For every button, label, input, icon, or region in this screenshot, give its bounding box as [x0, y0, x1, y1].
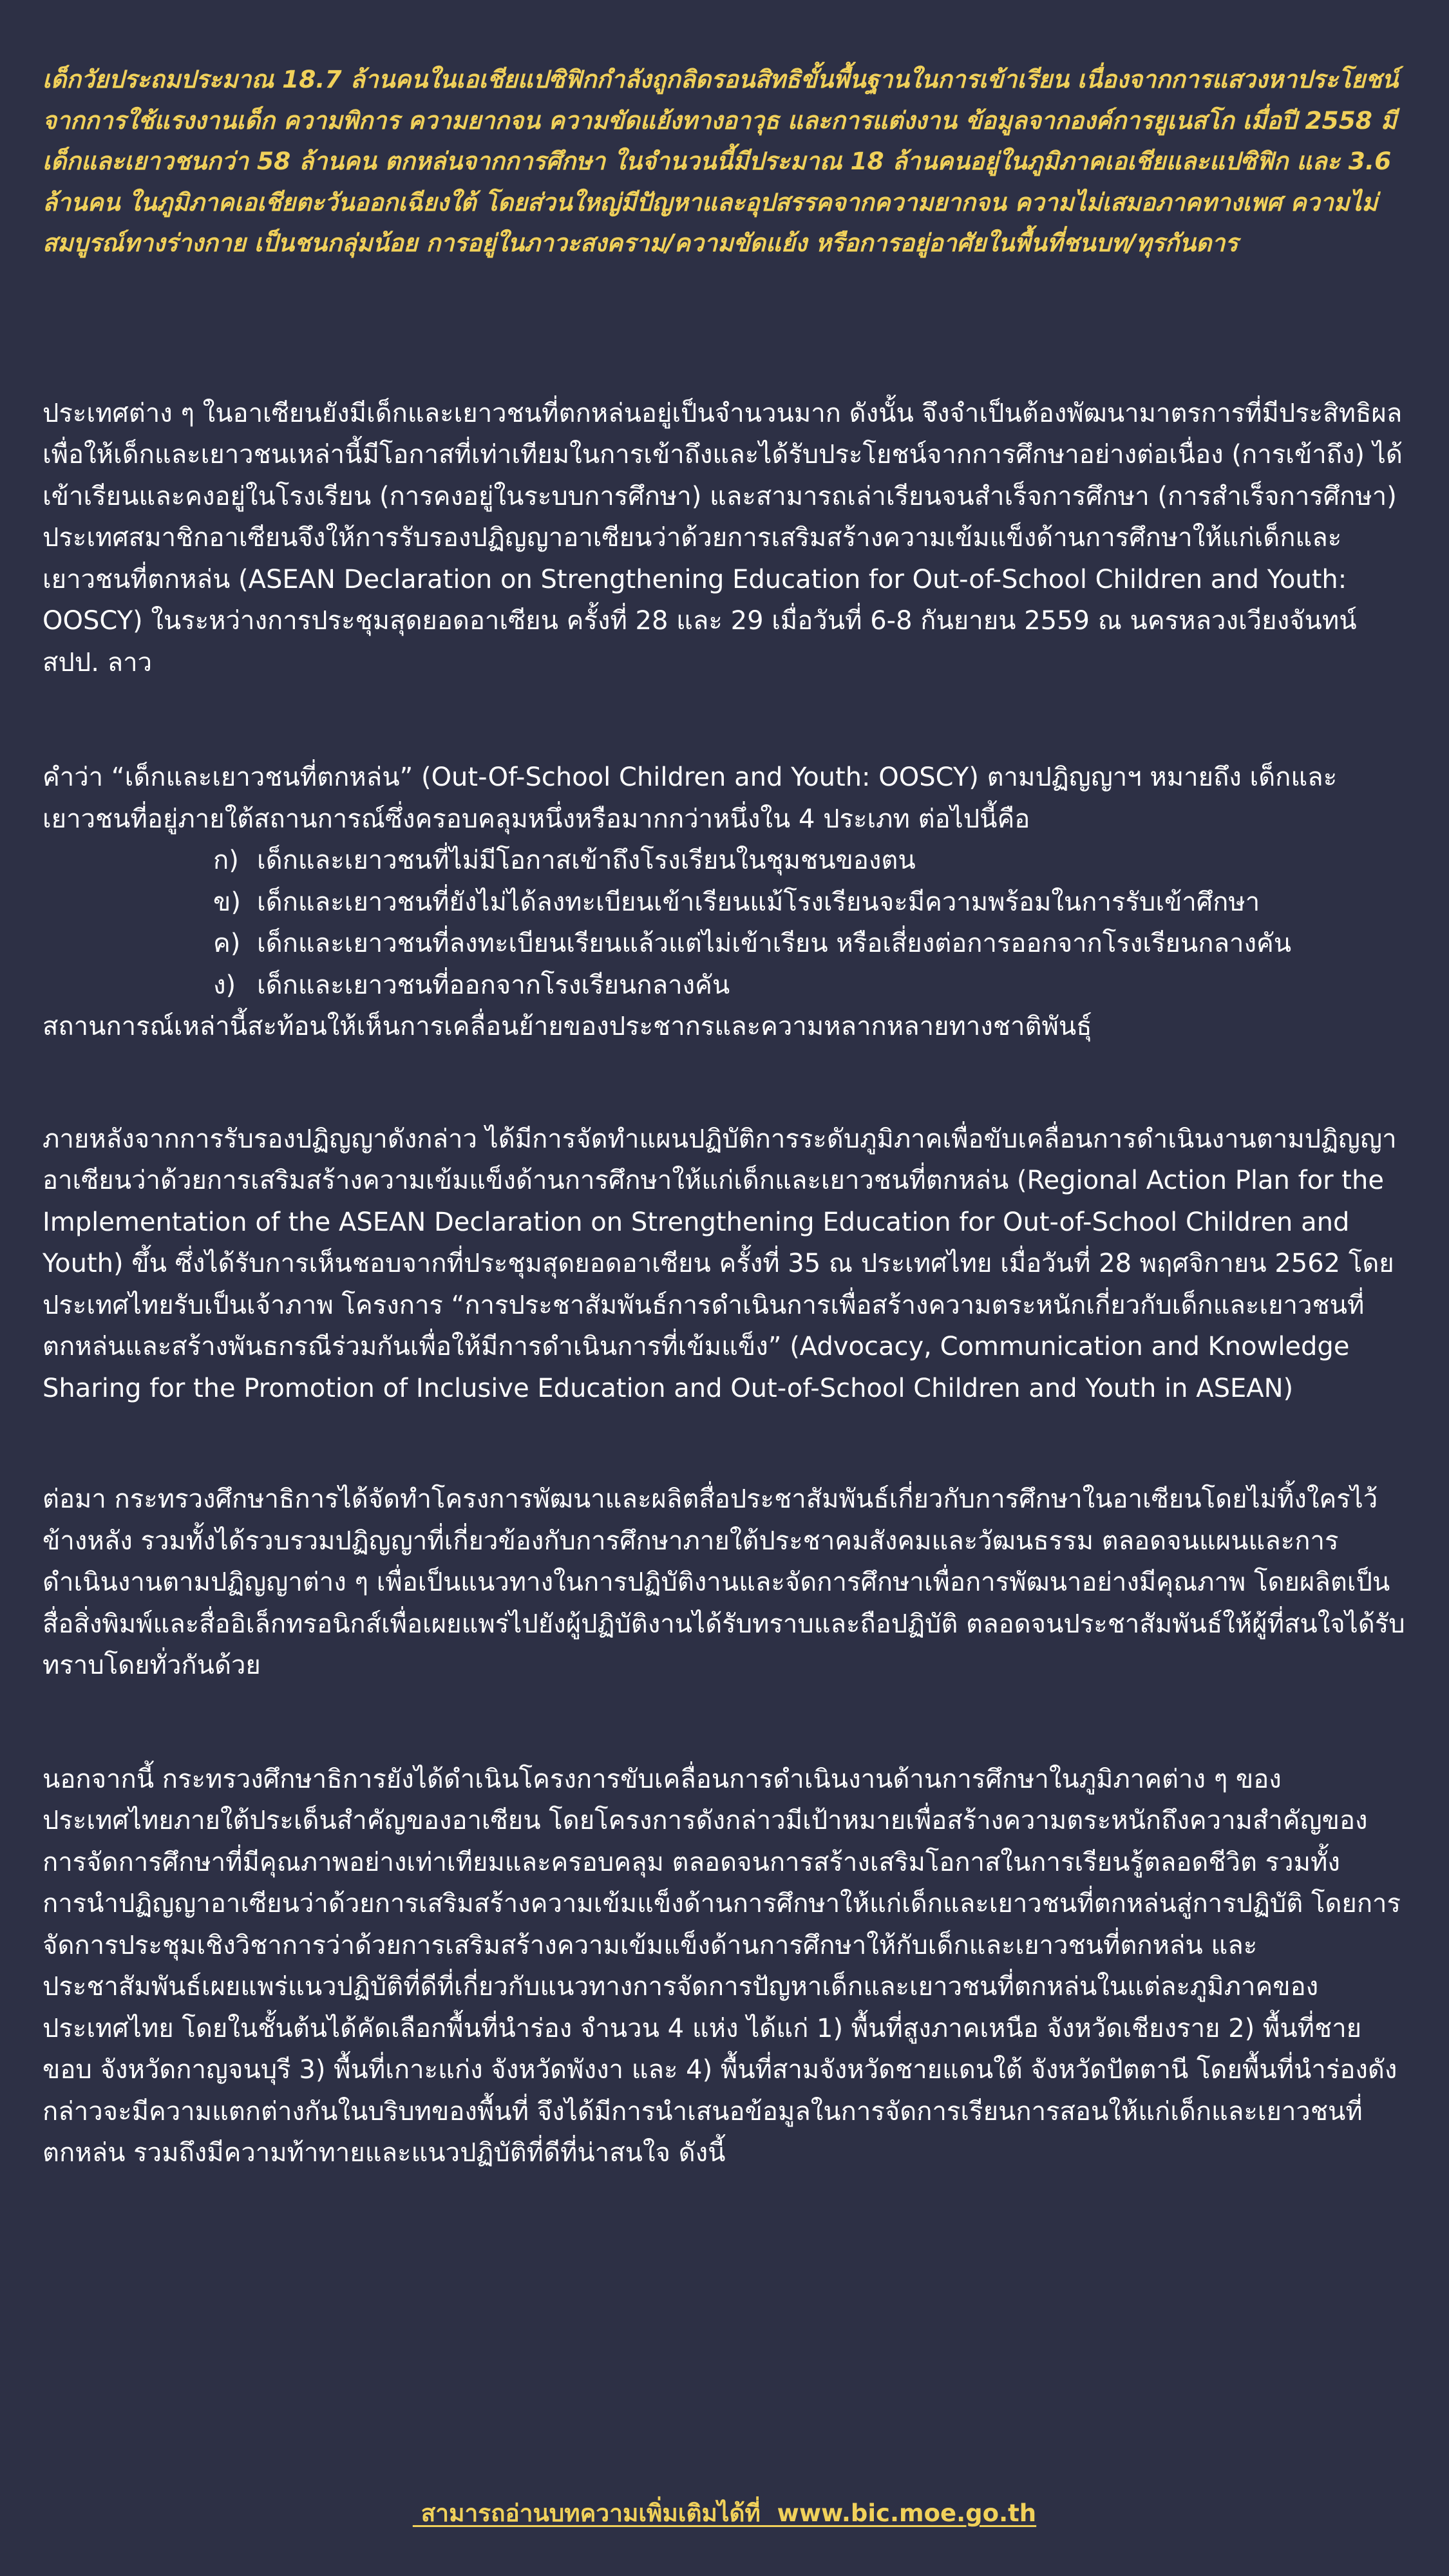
list-item-marker: ข): [213, 887, 241, 917]
list-item-text: เด็กและเยาวชนที่ออกจากโรงเรียนกลางคัน: [257, 970, 730, 1000]
paragraph-media-project: ต่อมา กระทรวงศึกษาธิการได้จัดทำโครงการพัฒนาและผลิตสื่อประชาสัมพันธ์เกี่ยวกับการศึกษาในอาเซียนโดยไม่ทิ้งใครไว้ข้างหลัง รวมทั้งได้รวบรวมปฏิญญาที่เกี่ยวข้องกับการศึกษาภายใต้ประชาคมสังคมและวัฒนธรรม ตลอดจนแผนและการดำเนินงานตามปฏิญญาต่าง ๆ เพื่อเป็นแนวทางในการปฏิบัติงานและจัดการศึกษาเพื่อการพัฒนาอย่างมีคุณภาพ โดยผลิตเป็นสื่อสิ่งพิมพ์และสื่ออิเล็กทรอนิกส์เพื่อเผยแพร่ไปยังผู้ปฏิบัติงานได้รับทราบและถือปฏิบัติ ตลอดจนประชาสัมพันธ์ให้ผู้ที่สนใจได้รับทราบโดยทั่วกันด้วย: [43, 1484, 1405, 1680]
list-item: [213, 840, 1409, 882]
list-item: [213, 965, 1409, 1007]
list-item-marker: ก): [213, 846, 239, 875]
list-item-marker: ค): [213, 929, 241, 958]
intro-highlight-text: เด็กวัยประถมประมาณ 18.7 ล้านคนในเอเชียแปซิฟิกกำลังถูกลิดรอนสิทธิขั้นพื้นฐานในการเข้าเรียน เนื่องจากการแสวงหาประโยชน์จากการใช้แรงงานเด็ก ความพิการ ความยากจน ความขัดแย้งทางอาวุธ และการแต่งงาน ข้อมูลจากองค์การยูเนสโก เมื่อปี 2558 มีเด็กและเยาวชนกว่า 58 ล้านคน ตกหล่นจากการศึกษา ในจำนวนนี้มีประมาณ 18 ล้านคนอยู่ในภูมิภาคเอเชียและแปซิฟิก และ 3.6 ล้านคน ในภูมิภาคเอเชียตะวันออกเฉียงใต้ โดยส่วนใหญ่มีปัญหาและอุปสรรคจากความยากจน ความไม่เสมอภาคทางเพศ ความไม่สมบูรณ์ทางร่างกาย เป็นชนกลุ่มน้อย การอยู่ในภาวะสงคราม/ความขัดแย้ง หรือการอยู่อาศัยในพื้นที่ชนบท/ทุรกันดาร: [43, 65, 1399, 257]
paragraph-asean-declaration: ประเทศต่าง ๆ ในอาเซียนยังมีเด็กและเยาวชนที่ตกหล่นอยู่เป็นจำนวนมาก ดังนั้น จึงจำเป็นต้องพัฒนามาตรการที่มีประสิทธิผลเพื่อให้เด็กและเยาวชนเหล่านี้มีโอกาสที่เท่าเทียมในการเข้าถึงและได้รับประโยชน์จากการศึกษาอย่างต่อเนื่อง (การเข้าถึง) ได้เข้าเรียนและคงอยู่ในโรงเรียน (การคงอยู่ในระบบการศึกษา) และสามารถเล่าเรียนจนสำเร็จการศึกษา (การสำเร็จการศึกษา) ประเทศสมาชิกอาเซียนจึงให้การรับรองปฏิญญาอาเซียนว่าด้วยการเสริมสร้างความเข้มแข็งด้านการศึกษาให้แก่เด็กและเยาวชนที่ตกหล่น (ASEAN Declaration on Strengthening Education for Out-of-School Children and Youth: OOSCY) ในระหว่างการประชุมสุดยอดอาเซียน ครั้งที่ 28 และ 29 เมื่อวันที่ 6-8 กันยายน 2559 ณ นครหลวงเวียงจันทน์ สปป. ลาว: [43, 398, 1403, 677]
paragraph-pilot-areas: นอกจากนี้ กระทรวงศึกษาธิการยังได้ดำเนินโครงการขับเคลื่อนการดำเนินงานด้านการศึกษาในภูมิภาคต่าง ๆ ของประเทศไทยภายใต้ประเด็นสำคัญของอาเซียน โดยโครงการดังกล่าวมีเป้าหมายเพื่อสร้างความตระหนักถึงความสำคัญของการจัดการศึกษาที่มีคุณภาพอย่างเท่าเทียมและครอบคลุม ตลอดจนการสร้างเสริมโอกาสในการเรียนรู้ตลอดชีวิต รวมทั้งการนำปฏิญญาอาเซียนว่าด้วยการเสริมสร้างความเข้มแข็งด้านการศึกษาให้แก่เด็กและเยาวชนที่ตกหล่นสู่การปฏิบัติ โดยการจัดการประชุมเชิงวิชาการว่าด้วยการเสริมสร้างความเข้มแข็งด้านการศึกษาให้กับเด็กและเยาวชนที่ตกหล่น และประชาสัมพันธ์เผยแพร่แนวปฏิบัติที่ดีที่เกี่ยวกับแนวทางการจัดการปัญหาเด็กและเยาวชนที่ตกหล่นในแต่ละภูมิภาคของประเทศไทย โดยในชั้นต้นได้คัดเลือกพื้นที่นำร่อง จำนวน 4 แห่ง ได้แก่ 1) พื้นที่สูงภาคเหนือ จังหวัดเชียงราย 2) พื้นที่ชายขอบ จังหวัดกาญจนบุรี 3) พื้นที่เกาะแก่ง จังหวัดพังงา และ 4) พื้นที่สามจังหวัดชายแดนใต้ จังหวัดปัตตานี โดยพื้นที่นำร่องดังกล่าวจะมีความแตกต่างกันในบริบทของพื้นที่ จึงได้มีการนำเสนอข้อมูลในการจัดการเรียนการสอนให้แก่เด็กและเยาวชนที่ตกหล่น รวมถึงมีความท้าทายและแนวปฏิบัติที่ดีที่น่าสนใจ ดังนี้: [43, 1764, 1401, 2168]
ooscy-definition-intro: คำว่า “เด็กและเยาวชนที่ตกหล่น” (Out-Of-School Children and Youth: OOSCY) ตามปฏิญญาฯ หมายถึง เด็กและเยาวชนที่อยู่ภายใต้สถานการณ์ซึ่งครอบคลุมหนึ่งหรือมากกว่าหนึ่งใน 4 ประเภท ต่อไปนี้คือ: [43, 762, 1338, 834]
list-item-marker: ง): [213, 970, 236, 1000]
ooscy-definition-closing: สถานการณ์เหล่านี้สะท้อนให้เห็นการเคลื่อนย้ายของประชากรและความหลากหลายทางชาติพันธุ์: [43, 1012, 1092, 1041]
ooscy-category-list: [43, 840, 1409, 1006]
list-item-text: เด็กและเยาวชนที่ลงทะเบียนเรียนแล้วแต่ไม่เข้าเรียน หรือเสี่ยงต่อการออกจากโรงเรียนกลางคัน: [257, 929, 1292, 958]
read-more-link[interactable]: สามารถอ่านบทความเพิ่มเติมได้ที่ www.bic.moe.go.th: [412, 2499, 1037, 2527]
list-item-text: เด็กและเยาวชนที่ไม่มีโอกาสเข้าถึงโรงเรียนในชุมชนของตน: [257, 846, 916, 875]
paragraph-ooscy-definition: [43, 757, 1409, 1048]
paragraph-regional-action-plan: ภายหลังจากการรับรองปฏิญญาดังกล่าว ได้มีการจัดทำแผนปฏิบัติการระดับภูมิภาคเพื่อขับเคลื่อนการดำเนินงานตามปฏิญญาอาเซียนว่าด้วยการเสริมสร้างความเข้มแข็งด้านการศึกษาให้แก่เด็กและเยาวชนที่ตกหล่น (Regional Action Plan for the Implementation of the ASEAN Declaration on Strengthening Education for Out-of-School Children and Youth) ขึ้น ซึ่งได้รับการเห็นชอบจากที่ประชุมสุดยอดอาเซียน ครั้งที่ 35 ณ ประเทศไทย เมื่อวันที่ 28 พฤศจิกายน 2562 โดยประเทศไทยรับเป็นเจ้าภาพ โครงการ “การประชาสัมพันธ์การดำเนินการเพื่อสร้างความตระหนักเกี่ยวกับเด็กและเยาวชนที่ตกหล่นและสร้างพันธกรณีร่วมกันเพื่อให้มีการดำเนินการที่เข้มแข็ง” (Advocacy, Communication and Knowledge Sharing for the Promotion of Inclusive Education and Out-of-School Children and Youth in ASEAN): [43, 1124, 1397, 1403]
footer: [0, 2497, 1449, 2530]
list-item-text: เด็กและเยาวชนที่ยังไม่ได้ลงทะเบียนเข้าเรียนแม้โรงเรียนจะมีความพร้อมในการรับเข้าศึกษา: [257, 887, 1260, 917]
list-item: [213, 882, 1409, 923]
list-item: [213, 923, 1409, 965]
article: [43, 59, 1409, 2174]
